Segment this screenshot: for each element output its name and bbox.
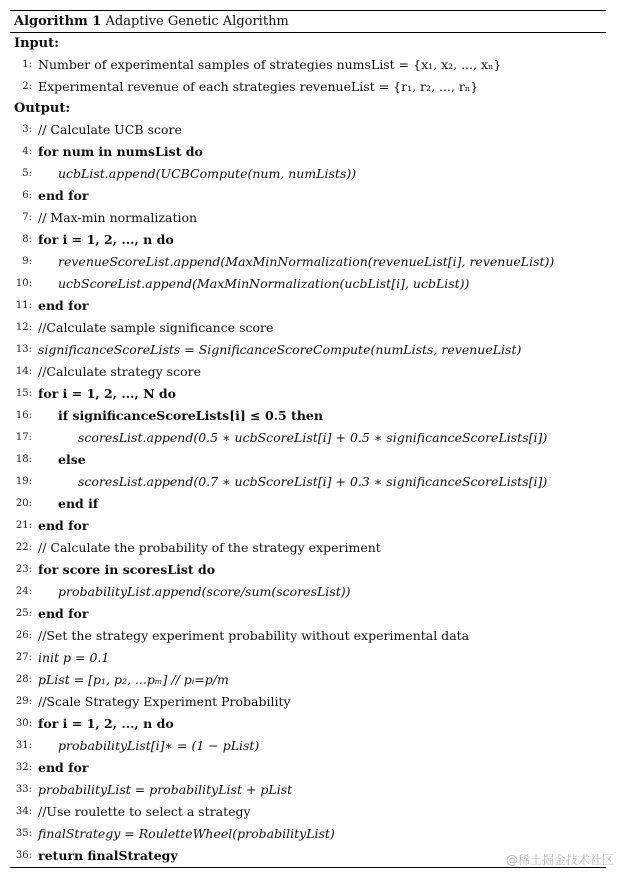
line-number: 1: <box>22 59 32 70</box>
line-number: 34: <box>15 806 32 817</box>
algo-line <box>10 691 606 713</box>
line-text: for i = 1, 2, ..., n do <box>38 716 174 731</box>
line-text: //Scale Strategy Experiment Probability <box>38 694 291 709</box>
algo-line <box>10 185 606 207</box>
line-text: revenueScoreList.append(MaxMinNormalization(revenueList[i], revenueList)) <box>58 254 555 269</box>
line-number: 24: <box>15 586 32 597</box>
line-text: pList = [p₁, p₂, ...pₘ] // pᵢ=p/m <box>38 672 229 687</box>
algo-line <box>10 339 606 361</box>
line-number: 25: <box>15 608 32 619</box>
line-number: 17: <box>15 432 32 443</box>
algo-line <box>10 713 606 735</box>
line-text: // Calculate UCB score <box>38 122 182 137</box>
line-number: 36: <box>15 850 32 861</box>
line-number: 11: <box>15 300 32 311</box>
line-text: scoresList.append(0.5 ∗ ucbScoreList[i] + 0.5 ∗ significanceScoreLists[i]) <box>78 430 548 445</box>
line-text: // Max-min normalization <box>38 210 198 225</box>
line-text: probabilityList.append(score/sum(scoresList)) <box>58 584 351 599</box>
line-text: //Use roulette to select a strategy <box>38 804 251 819</box>
line-text: scoresList.append(0.7 ∗ ucbScoreList[i] + 0.3 ∗ significanceScoreLists[i]) <box>78 474 548 489</box>
line-text: end for <box>38 298 89 313</box>
line-text: // Calculate the probability of the strategy experiment <box>38 540 381 555</box>
algo-line <box>10 625 606 647</box>
algo-line <box>10 779 606 801</box>
line-number: 28: <box>15 674 32 685</box>
algorithm-title: Adaptive Genetic Algorithm <box>105 14 289 29</box>
line-number: 2: <box>22 81 32 92</box>
line-number: 19: <box>15 476 32 487</box>
algo-line <box>10 603 606 625</box>
line-number: 35: <box>15 828 32 839</box>
line-text: if significanceScoreLists[i] ≤ 0.5 then <box>58 408 323 423</box>
line-text: return finalStrategy <box>38 848 178 863</box>
line-text: for i = 1, 2, ..., n do <box>38 232 174 247</box>
algo-line <box>10 405 606 427</box>
line-text: for score in scoresList do <box>38 562 216 577</box>
line-number: 12: <box>15 322 32 333</box>
line-text: init p = 0.1 <box>38 650 110 665</box>
algo-line <box>10 76 606 98</box>
algo-line <box>10 449 606 471</box>
algo-line <box>10 141 606 163</box>
line-number: 5: <box>22 168 32 179</box>
line-text: for i = 1, 2, ..., N do <box>38 386 176 401</box>
line-text: ucbList.append(UCBCompute(num, numLists)) <box>58 166 357 181</box>
line-text: //Calculate strategy score <box>38 364 201 379</box>
input-heading: Input: <box>14 36 59 51</box>
line-text: end for <box>38 518 89 533</box>
line-number: 27: <box>15 652 32 663</box>
line-number: 31: <box>15 740 32 751</box>
line-number: 7: <box>22 212 32 223</box>
line-number: 26: <box>15 630 32 641</box>
algo-line <box>10 119 606 141</box>
line-text: probabilityList = probabilityList + pList <box>38 782 293 797</box>
output-heading: Output: <box>14 101 71 116</box>
line-text: //Calculate sample significance score <box>38 320 274 335</box>
algo-line <box>10 361 606 383</box>
line-number: 21: <box>15 520 32 531</box>
line-number: 33: <box>15 784 32 795</box>
algo-line <box>10 823 606 845</box>
line-text: significanceScoreLists = SignificanceScoreCompute(numLists, revenueList) <box>38 342 522 357</box>
algo-line <box>10 251 606 273</box>
algo-line <box>10 581 606 603</box>
algo-line <box>10 229 606 251</box>
line-text: //Set the strategy experiment probability without experimental data <box>38 628 470 643</box>
algo-line <box>10 537 606 559</box>
line-text: Experimental revenue of each strategies revenueList = {r₁, r₂, ..., rₙ} <box>38 79 479 94</box>
algorithm-caption <box>10 11 606 32</box>
algo-line <box>10 493 606 515</box>
line-text: end for <box>38 760 89 775</box>
line-number: 23: <box>15 564 32 575</box>
algo-line <box>10 207 606 229</box>
line-number: 13: <box>15 344 32 355</box>
algo-line <box>10 383 606 405</box>
algo-line <box>10 647 606 669</box>
line-number: 16: <box>15 410 32 421</box>
line-number: 10: <box>15 278 32 289</box>
algo-line <box>10 295 606 317</box>
algorithm-block <box>10 10 606 868</box>
algo-line <box>10 801 606 823</box>
algorithm-label: Algorithm 1 <box>14 14 102 29</box>
algo-line <box>10 515 606 537</box>
line-number: 14: <box>15 366 32 377</box>
line-text: for num in numsList do <box>38 144 203 159</box>
algo-line <box>10 317 606 339</box>
line-text: end if <box>58 496 99 511</box>
watermark: @稀土掘金技术社区 <box>505 853 614 867</box>
line-number: 29: <box>15 696 32 707</box>
algo-line <box>10 471 606 493</box>
algo-line <box>10 163 606 185</box>
line-number: 18: <box>15 454 32 465</box>
line-number: 32: <box>15 762 32 773</box>
line-number: 3: <box>22 124 32 135</box>
algo-line <box>10 735 606 757</box>
algo-line <box>10 273 606 295</box>
algo-line <box>10 427 606 449</box>
line-text: finalStrategy = RouletteWheel(probabilityList) <box>38 826 335 841</box>
line-number: 15: <box>15 388 32 399</box>
algo-line <box>10 54 606 76</box>
line-number: 20: <box>15 498 32 509</box>
line-text: probabilityList[i]∗ = (1 − pList) <box>58 738 260 753</box>
line-number: 22: <box>15 542 32 553</box>
line-text: Number of experimental samples of strategies numsList = {x₁, x₂, ..., xₙ} <box>38 57 502 72</box>
line-number: 8: <box>22 234 32 245</box>
line-text: ucbScoreList.append(MaxMinNormalization(ucbList[i], ucbList)) <box>58 276 470 291</box>
algo-line <box>10 757 606 779</box>
line-text: end for <box>38 188 89 203</box>
algo-line <box>10 669 606 691</box>
line-text: end for <box>38 606 89 621</box>
line-number: 6: <box>22 190 32 201</box>
line-text: else <box>58 452 86 467</box>
algo-line <box>10 559 606 581</box>
line-number: 30: <box>15 718 32 729</box>
line-number: 4: <box>22 146 32 157</box>
line-number: 9: <box>22 256 32 267</box>
